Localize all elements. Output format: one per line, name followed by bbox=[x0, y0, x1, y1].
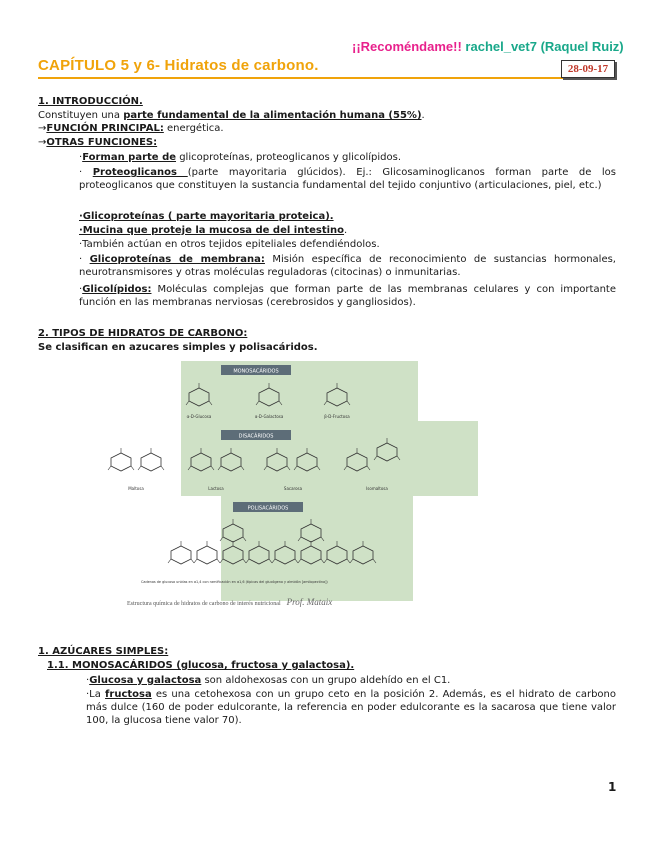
forman-parte-text: glicoproteínas, proteoglicanos y glicolípidos. bbox=[176, 152, 402, 163]
intro-l1-pre: Constituyen una bbox=[38, 110, 124, 121]
glicoproteinas-membrana-label: Glicoproteínas de membrana: bbox=[89, 254, 265, 265]
proteoglicanos-text: (parte mayoritaria glúcidos). Ej.: Glicosaminoglicanos forman parte de los proteoglicanos que constituyen la sustancia fundamental del tejido conjuntivo (articulaciones, piel, etc.) bbox=[79, 167, 616, 191]
figure-caption-text: Estructura química de hidratos de carbono de interés nutricional bbox=[127, 601, 281, 607]
bullet-glicoproteinas-membrana bbox=[79, 253, 616, 279]
bullet-dot: · bbox=[86, 675, 90, 686]
mono-panel bbox=[181, 361, 418, 421]
header-credit bbox=[352, 39, 624, 54]
di-name-4: Isomaltosa bbox=[366, 486, 388, 491]
bullet-fructosa bbox=[86, 688, 616, 727]
bullet-forman-parte bbox=[79, 151, 401, 164]
funcion-principal-text: energética. bbox=[163, 123, 224, 134]
mono-band-label: MONOSACÁRIDOS bbox=[233, 368, 279, 375]
figure-caption bbox=[127, 597, 332, 607]
simples-heading: 1. AZÚCARES SIMPLES: bbox=[38, 646, 169, 657]
glicoproteinas-membrana-text: Misión específica de reconocimiento de sustancias hormonales, neurotransmisores y otras moléculas reguladoras (citocinas) o inmunitarias. bbox=[79, 254, 616, 278]
title-rule bbox=[38, 77, 615, 79]
intro-line-2 bbox=[38, 122, 224, 135]
fructosa-label: fructosa bbox=[105, 689, 152, 700]
bullet-dot: · bbox=[79, 167, 93, 178]
mono-name-2: α-D-Galactosa bbox=[254, 414, 284, 419]
intro-line-1 bbox=[38, 109, 425, 122]
figure-author: Prof. Mataix bbox=[286, 597, 333, 607]
intro-l1-emphasis: parte fundamental de la alimentación humana (55%) bbox=[123, 110, 422, 121]
funcion-principal-label: FUNCIÓN PRINCIPAL: bbox=[46, 123, 164, 134]
bullet-dot: ·La bbox=[86, 689, 106, 700]
di-name-1: Maltosa bbox=[128, 486, 144, 491]
tipos-heading: 2. TIPOS DE HIDRATOS DE CARBONO: bbox=[38, 328, 248, 339]
bullet-tambien: ·También actúan en otros tejidos epiteliales defendiéndolos. bbox=[79, 239, 380, 250]
proteoglicanos-label: Proteoglicanos bbox=[92, 167, 188, 178]
glicolipidos-label: Glicolípidos: bbox=[82, 284, 152, 295]
arrow-icon: → bbox=[38, 123, 47, 134]
bullet-dot: · bbox=[79, 284, 83, 295]
bullet-proteoglicanos bbox=[79, 166, 616, 192]
mucina-post: . bbox=[344, 225, 348, 236]
mono-name-1: α-D-Glucosa bbox=[186, 414, 212, 419]
carbohydrate-structures-figure bbox=[128, 361, 478, 601]
page-number: 1 bbox=[608, 780, 617, 794]
bullet-dot: · bbox=[79, 254, 90, 265]
tipos-subheading: Se clasifican en azucares simples y polisacáridos. bbox=[38, 342, 318, 353]
date-badge: 28-09-17 bbox=[561, 60, 615, 78]
recommend-text: ¡¡Recoméndame!! bbox=[352, 39, 462, 54]
glicolipidos-text: Moléculas complejas que forman parte de las membranas celulares y con importante función en las membranas nerviosas (cerebrosidos y gangliosidos). bbox=[79, 284, 616, 308]
intro-line-3 bbox=[38, 136, 157, 149]
monosacaridos-heading: 1.1. MONOSACÁRIDOS (glucosa, fructosa y galactosa). bbox=[47, 660, 355, 671]
page-title: CAPÍTULO 5 y 6- Hidratos de carbono. bbox=[38, 57, 319, 74]
bullet-glicoproteinas: ·Glicoproteínas ( parte mayoritaria proteica). bbox=[79, 211, 334, 222]
bullet-glucosa bbox=[86, 674, 450, 687]
bullet-mucina bbox=[79, 224, 347, 237]
bullet-dot: · bbox=[79, 152, 83, 163]
mono-name-3: β-D-Fructosa bbox=[324, 414, 350, 419]
poli-caption: Cadenas de glucosa unidas en α1,4 con ramificación en α1,6 (típicas del glucógeno y almidón [amilopectina]) bbox=[141, 580, 328, 584]
di-name-2: Lactosa bbox=[208, 486, 224, 491]
otras-funciones-label: OTRAS FUNCIONES: bbox=[46, 137, 158, 148]
fructosa-text: es una cetohexosa con un grupo ceto en la posición 2. Además, es el hidrato de carbono más dulce (160 de poder edulcorante, la referencia en poder edulcorante es la sacarosa que tiene valor 100, la glucosa tiene valor 70). bbox=[86, 689, 616, 726]
intro-l1-post: . bbox=[421, 110, 425, 121]
di-name-3: Sacarosa bbox=[283, 486, 303, 491]
di-band-label: DISACÁRIDOS bbox=[238, 433, 274, 440]
bullet-glicolipidos bbox=[79, 283, 616, 309]
arrow-icon: → bbox=[38, 137, 47, 148]
poli-band-label: POLISACÁRIDOS bbox=[247, 505, 289, 512]
author-text: rachel_vet7 (Raquel Ruiz) bbox=[465, 39, 624, 54]
glucosa-text: son aldohexosas con un grupo aldehído en el C1. bbox=[201, 675, 451, 686]
forman-parte-label: Forman parte de bbox=[82, 152, 177, 163]
glucosa-label: Glucosa y galactosa bbox=[89, 675, 202, 686]
intro-heading: 1. INTRODUCCIÓN. bbox=[38, 96, 143, 107]
mucina-text: ·Mucina que proteje la mucosa de del intestino bbox=[79, 225, 345, 236]
